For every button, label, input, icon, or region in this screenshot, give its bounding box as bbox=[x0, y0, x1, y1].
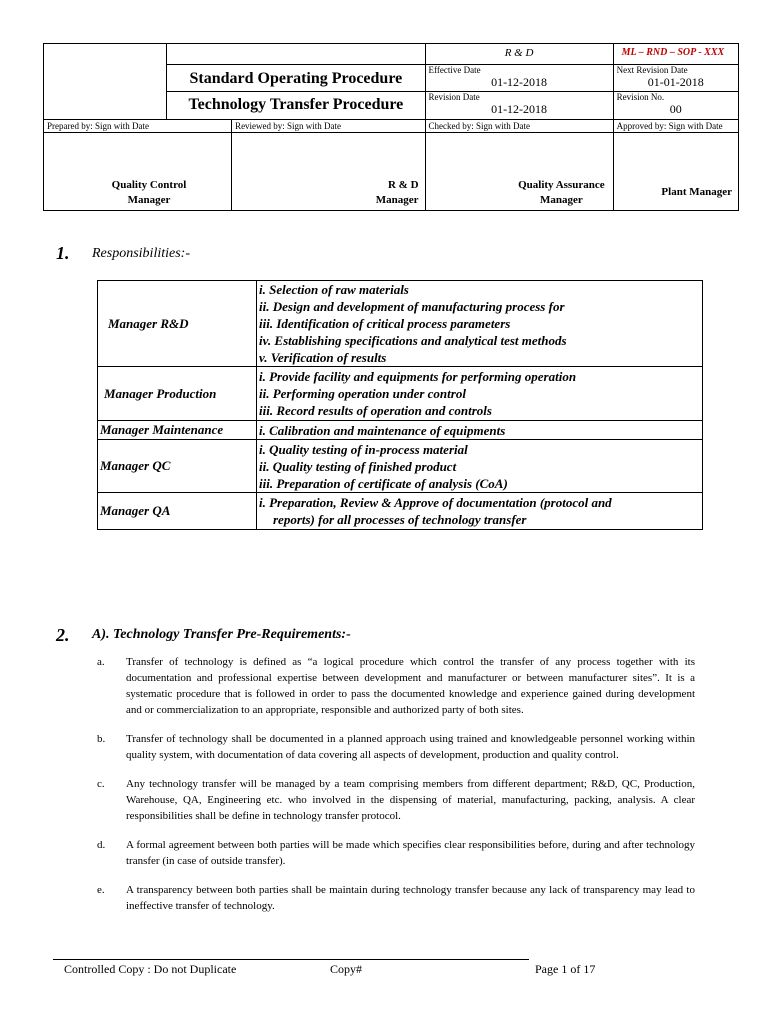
prerequisites-list bbox=[97, 654, 695, 927]
duty-item: i. Selection of raw materials bbox=[259, 282, 409, 297]
item-letter: e. bbox=[97, 884, 105, 896]
item-text: Any technology transfer will be managed by a team comprising members from different department; R&D, QC, Production, Warehouse, QA, Engineering etc. who involved in the dispensing of material, manufacturing, packing, analysis. A clear responsibilities shall be define in technology transfer protocol. bbox=[126, 778, 695, 822]
list-item bbox=[97, 731, 695, 763]
signoff-role-line2: Manager bbox=[539, 194, 583, 206]
item-letter: d. bbox=[97, 839, 106, 851]
signoff-role bbox=[376, 178, 419, 208]
department-label: R & D bbox=[425, 44, 613, 65]
duty-item: ii. Performing operation under control bbox=[259, 386, 466, 401]
table-row bbox=[98, 281, 703, 367]
signoff-prepared bbox=[44, 120, 232, 211]
table-row bbox=[98, 440, 703, 493]
item-text: A transparency between both parties shall be maintain during technology transfer because any lack of transparency may lead to ineffective transfer of technology. bbox=[126, 884, 695, 912]
revision-date-cell bbox=[425, 92, 613, 120]
sop-subtitle: Technology Transfer Procedure bbox=[167, 92, 425, 120]
revision-date-label: Revision Date bbox=[428, 92, 480, 102]
duty-item: v. Verification of results bbox=[259, 350, 387, 365]
duty-item: i. Quality testing of in-process material bbox=[259, 441, 468, 457]
duty-item: ii. Quality testing of finished product bbox=[259, 458, 457, 474]
list-item bbox=[97, 654, 695, 718]
footer-divider bbox=[53, 959, 529, 960]
role-cell: Manager QC bbox=[98, 440, 257, 493]
signoff-role bbox=[518, 178, 604, 208]
signoff-reviewed bbox=[232, 120, 425, 211]
section2-number: 2. bbox=[56, 625, 70, 645]
sop-title: Standard Operating Procedure bbox=[167, 65, 425, 92]
duties-cell bbox=[257, 493, 703, 530]
signoff-role-line1: Quality Assurance bbox=[518, 179, 605, 191]
footer-copy-number: Copy# bbox=[330, 962, 363, 976]
list-item bbox=[97, 882, 695, 914]
next-revision-cell bbox=[613, 65, 738, 92]
item-text: A formal agreement between both parties will be made which specifies clear responsibilities before, during and after technology transfer (in case of outside transfer). bbox=[126, 839, 695, 867]
signoff-role bbox=[84, 178, 214, 208]
section2-title: A). Technology Transfer Pre-Requirements:- bbox=[92, 627, 351, 642]
item-text: Transfer of technology shall be documented in a planned approach using trained and knowledgeable personnel working within quality system, with documentation of data covering all aspects of development, production and quality control. bbox=[126, 733, 695, 761]
duty-item: i. Preparation, Review & Approve of documentation (protocol and bbox=[259, 495, 612, 510]
revision-no-label: Revision No. bbox=[616, 92, 665, 102]
revision-no-cell bbox=[613, 92, 738, 120]
duty-item: iii. Record results of operation and controls bbox=[259, 403, 492, 418]
list-item bbox=[97, 837, 695, 869]
duty-item: iv. Establishing specifications and analytical test methods bbox=[259, 333, 567, 348]
footer-page-number: Page 1 of 17 bbox=[535, 962, 596, 976]
table-row bbox=[98, 421, 703, 440]
duty-item: i. Calibration and maintenance of equipments bbox=[259, 422, 506, 438]
table-row bbox=[98, 493, 703, 530]
item-letter: c. bbox=[97, 778, 105, 790]
blank-top-cell bbox=[167, 44, 425, 65]
section1-number: 1. bbox=[56, 243, 70, 263]
signoff-role bbox=[661, 185, 732, 200]
signoff-role-line1: R & D bbox=[387, 179, 419, 191]
item-letter: b. bbox=[97, 733, 106, 745]
signoff-role-line2: Manager bbox=[127, 194, 171, 206]
signoff-role-line1: Quality Control bbox=[111, 179, 187, 191]
signoff-role-line1: Plant Manager bbox=[661, 186, 732, 198]
item-letter: a. bbox=[97, 656, 105, 668]
duties-cell bbox=[257, 440, 703, 493]
logo-cell bbox=[44, 44, 167, 120]
signoff-approved bbox=[613, 120, 738, 211]
effective-date-cell bbox=[425, 65, 613, 92]
revision-date-value: 01-12-2018 bbox=[491, 102, 548, 116]
duty-item: ii. Design and development of manufacturing process for bbox=[259, 299, 565, 314]
revision-no-value: 00 bbox=[669, 102, 682, 116]
effective-date-label: Effective Date bbox=[428, 65, 481, 75]
responsibilities-table bbox=[97, 280, 703, 530]
duty-item: iii. Identification of critical process parameters bbox=[259, 316, 511, 331]
item-text: Transfer of technology is defined as “a logical procedure which control the transfer of any process together with its documentation and professional expertise between development and manufacturer or between manufacturer sites”. It is a systematic procedure that is followed in order to pass the documented knowledge and experience gained during development and or commercialization to an appropriate, responsible and authorized party of both sites. bbox=[126, 656, 695, 716]
duty-item: iii. Preparation of certificate of analysis (CoA) bbox=[259, 475, 508, 491]
table-row bbox=[98, 367, 703, 421]
duties-cell bbox=[257, 281, 703, 367]
signoff-role-line2: Manager bbox=[375, 194, 419, 206]
effective-date-value: 01-12-2018 bbox=[491, 75, 548, 89]
duties-cell bbox=[257, 367, 703, 421]
role-cell: Manager Maintenance bbox=[98, 421, 257, 440]
role-cell: Manager QA bbox=[98, 493, 257, 530]
doc-code: ML – RND – SOP - XXX bbox=[613, 44, 738, 65]
signoff-checked bbox=[425, 120, 613, 211]
duties-cell bbox=[257, 421, 703, 440]
signoff-label: Approved by: Sign with Date bbox=[614, 120, 738, 133]
sop-header-table bbox=[43, 43, 739, 211]
footer-controlled-copy: Controlled Copy : Do not Duplicate bbox=[64, 962, 237, 976]
section1-title: Responsibilities:- bbox=[92, 246, 190, 261]
duty-item: i. Provide facility and equipments for performing operation bbox=[259, 369, 577, 384]
signoff-label: Reviewed by: Sign with Date bbox=[232, 120, 424, 133]
role-cell: Manager R&D bbox=[98, 281, 257, 367]
list-item bbox=[97, 776, 695, 824]
next-revision-value: 01-01-2018 bbox=[647, 75, 704, 89]
signoff-label: Checked by: Sign with Date bbox=[426, 120, 613, 133]
signoff-label: Prepared by: Sign with Date bbox=[44, 120, 231, 133]
next-revision-label: Next Revision Date bbox=[616, 65, 688, 75]
duty-item: reports) for all processes of technology transfer bbox=[273, 512, 527, 527]
role-cell: Manager Production bbox=[98, 367, 257, 421]
